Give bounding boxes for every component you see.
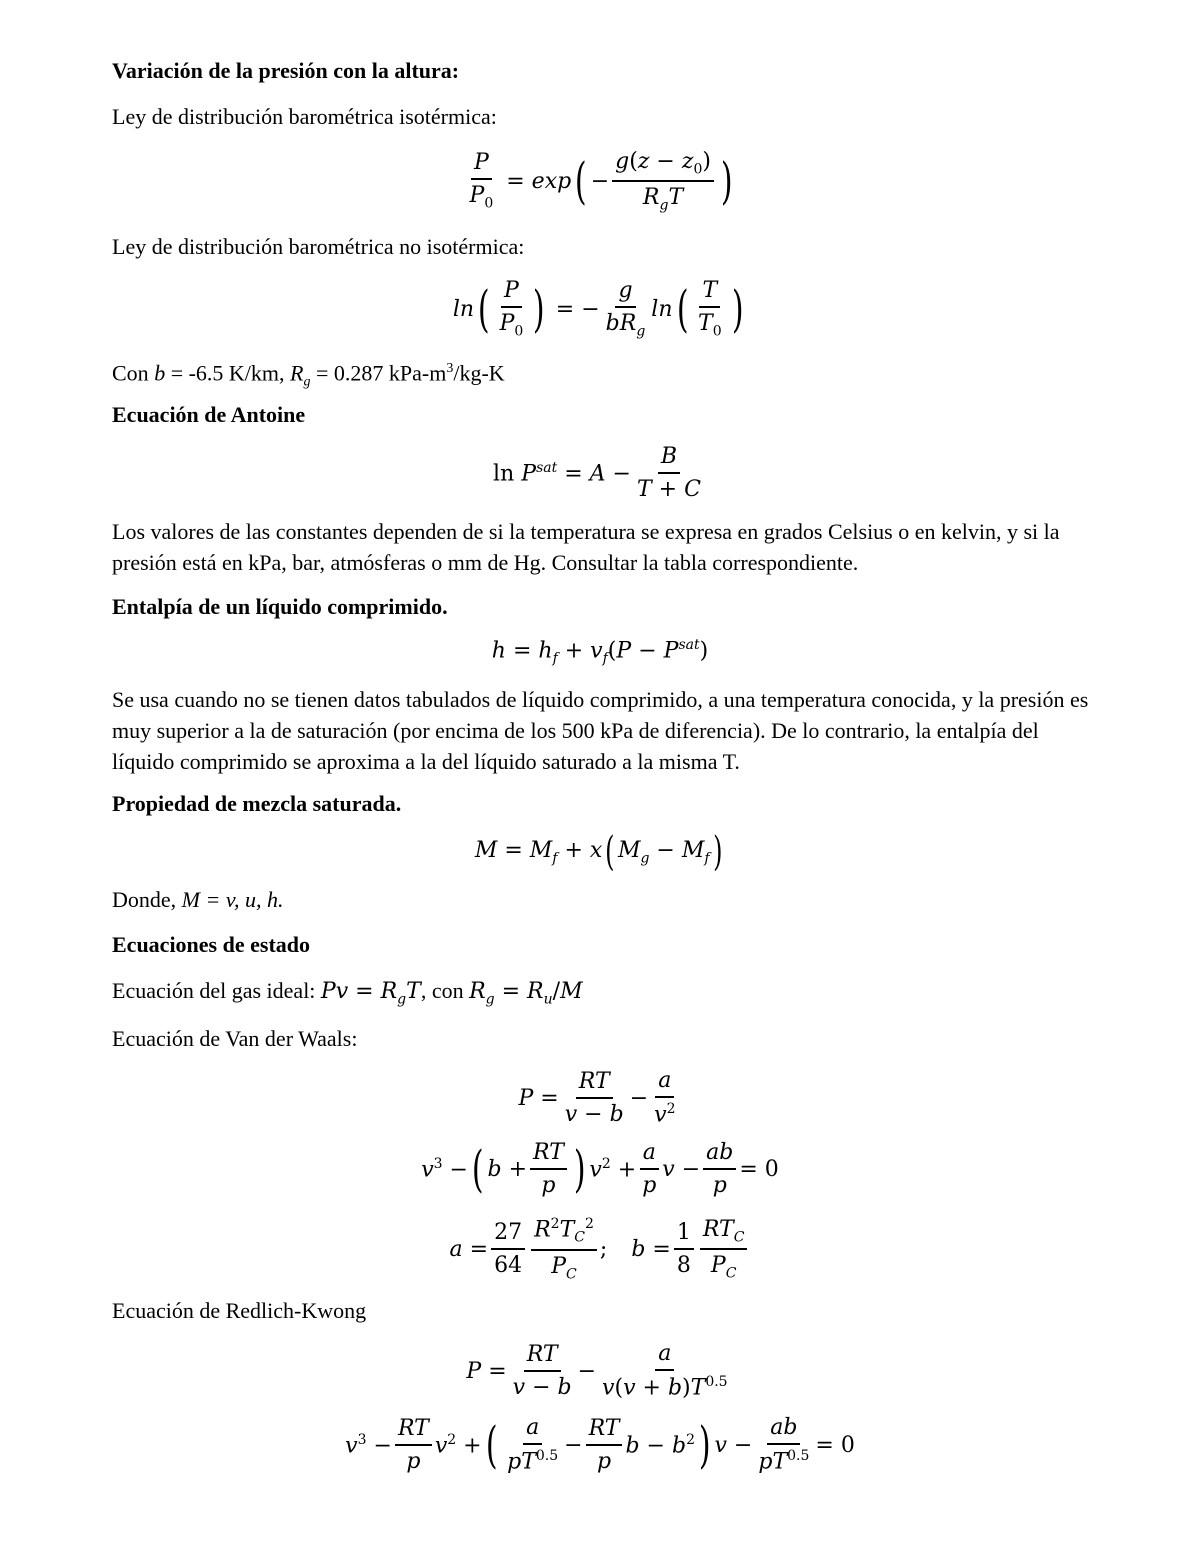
equation-vdw-pressure: P = $\frac{RT}{v - b}$ − $\frac{a}{v^2}$ [518,1068,676,1128]
constants-line [112,356,505,396]
constants-rg-value: = 0.287 kPa-m [310,360,447,386]
constants-rg-sub: g [303,374,311,390]
equation-compressed-liquid-enthalpy: $h = h_f + v_f(P - P^{sat})$ [491,637,709,667]
paragraph-antoine: Los valores de las constantes dependen de si la temperatura se expresa en grados Celsius o en kelvin, y si la presión está en kPa, bar, atmósferas o mm de Hg. Consultar la tabla correspondiente. [112,519,1060,575]
constants-b-var: b [154,360,166,386]
equation-nonisothermal-barometric: ln ( $\frac{P}{P_0}$ ) = − $\frac{g}{bR_g}$ ln ( $\frac{T}{T_0}$ ) [452,278,744,340]
constants-b-value: = -6.5 K/km, [165,360,291,386]
equation-antoine: $\ln P^{sat} = A$ − $\frac{B}{T + C}$ [493,444,701,502]
ideal-gas-label: Ecuación del gas ideal: [112,978,321,1003]
label-van-der-waals: Ecuación de Van der Waals: [112,1026,358,1051]
heading-saturated-mixture: Propiedad de mezcla saturada. [112,791,402,816]
heading-equations-of-state: Ecuaciones de estado [112,932,310,957]
paragraph-compressed-liquid: Se usa cuando no se tienen datos tabulados de líquido comprimido, a una temperatura conocida, y la presión es muy superior a la de saturación (por encima de los 500 kPa de diferencia). De lo contrario, la entalpía del líquido comprimido se aproxima a la del líquido saturado a la misma T. [112,687,1089,774]
constants-rg-sup: 3 [446,361,454,376]
equation-saturated-mixture: $M = M_f + x$ ( $M_g - M_f$ ) [474,829,723,875]
equation-vdw-cubic: $v^3$ − ( b + $\frac{RT}{p}$ ) $v^2$ + $\frac{a}{p}$ v − $\frac{ab}{p}$ = 0 [421,1140,779,1198]
equation-rk-pressure: P = $\frac{RT}{v - b}$ − $\frac{a}{v(v + b)T^{0.5}}$ [466,1341,728,1401]
heading-antoine: Ecuación de Antoine [112,402,306,427]
equation-isothermal-barometric: $\frac{P}{P_0}$ = exp ( − $\frac{g(z - z_0)}{R_gT}$ ) [469,148,733,214]
where-line [112,887,283,913]
ideal-gas-connector: , con [420,978,470,1003]
constants-rg-var: R [290,360,304,386]
constants-rg-tail: /kg-K [453,360,505,386]
constants-prefix: Con [112,360,155,386]
where-expression: M = v, u, h. [181,887,284,912]
equation-rk-cubic: $v^3$ − $\frac{RT}{p}$ $v^2$ + ( $\frac{a}{pT^{0.5}}$ − $\frac{RT}{p}$ $b - b^2$ ) v − $\frac{ab}{pT^{0.5}}$ = 0 [345,1415,855,1475]
label-nonisothermal-law: Ley de distribución barométrica no isotérmica: [112,234,525,259]
heading-compressed-liquid: Entalpía de un líquido comprimido. [112,594,448,619]
equation-vdw-constants: a = $\frac{27}{64}$ $\frac{R^2T_C^2}{P_C}$ ; b = $\frac{1}{8}$ $\frac{RT_C}{P_C}$ [0,1214,1200,1284]
label-redlich-kwong: Ecuación de Redlich-Kwong [112,1298,367,1323]
label-isothermal-law: Ley de distribución barométrica isotérmica: [112,104,497,129]
heading-pressure-altitude: Variación de la presión con la altura: [112,58,460,83]
where-prefix: Donde, [112,887,182,912]
ideal-gas-line: Ecuación del gas ideal: $Pv = R_gT$, con $R_g = R_u/M$ [112,978,583,1008]
